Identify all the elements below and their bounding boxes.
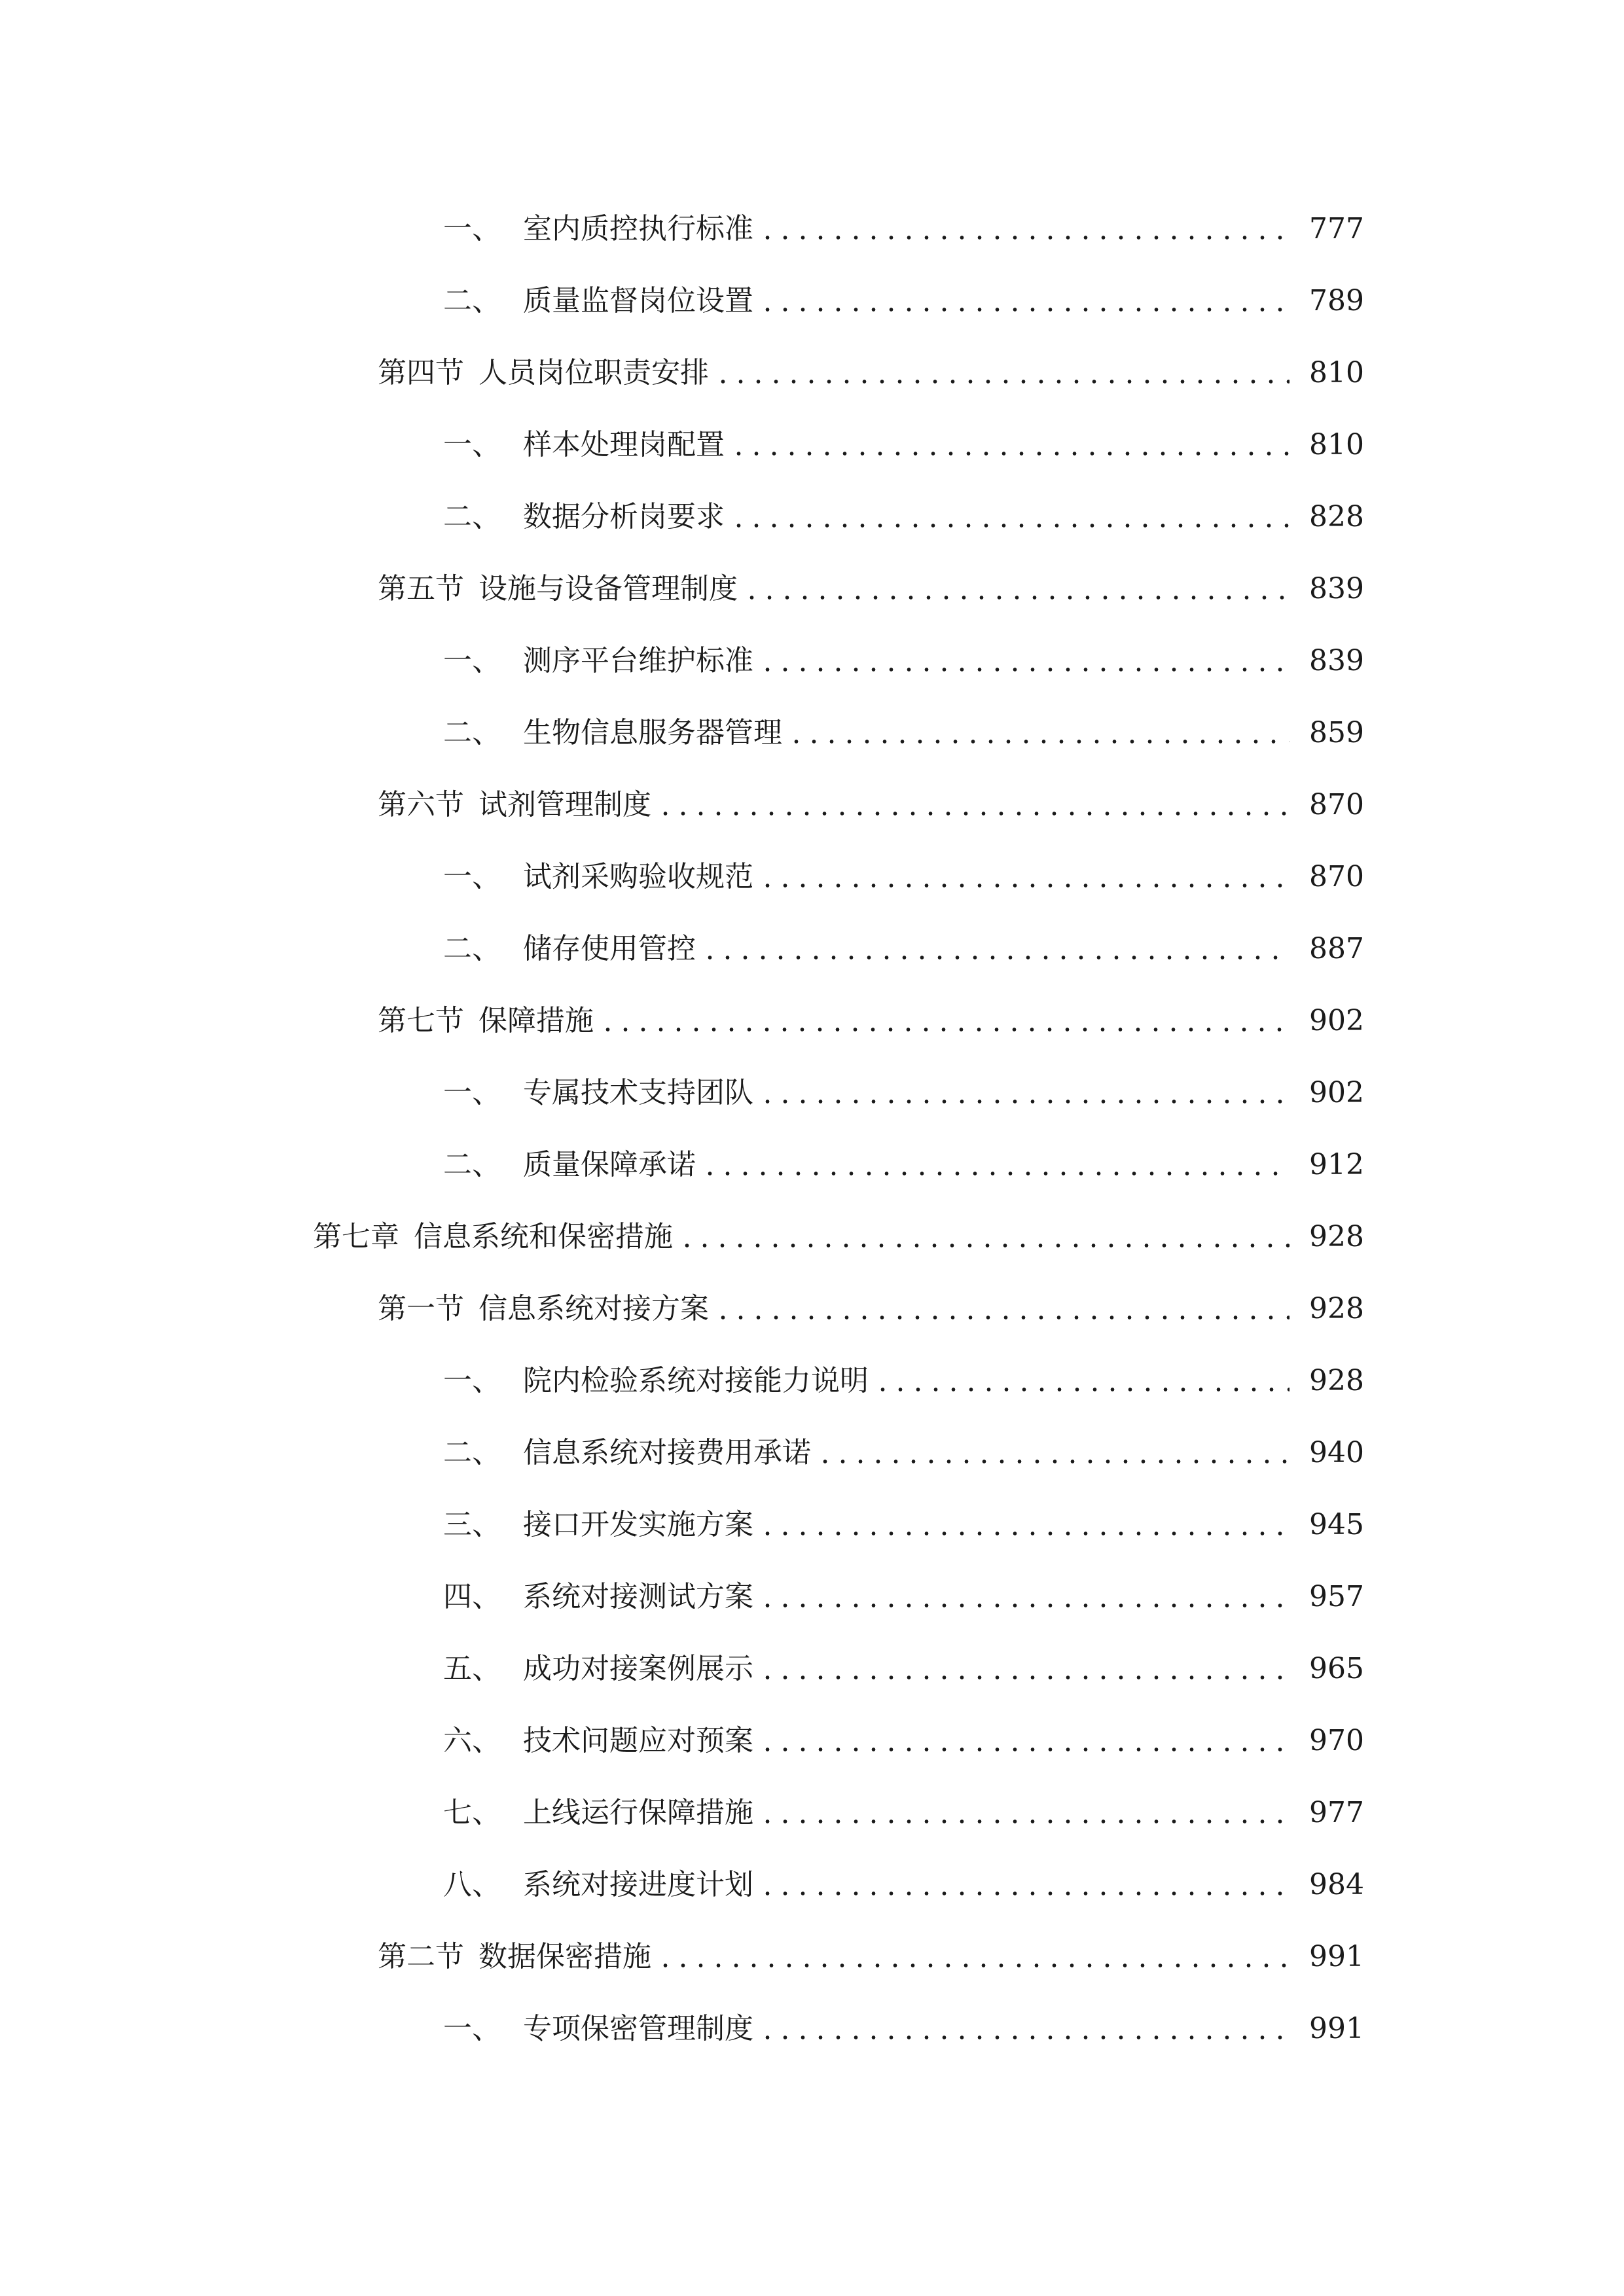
toc-entry-page: 828 — [1309, 500, 1364, 533]
toc-entry-title: 系统对接进度计划 — [523, 1868, 753, 1901]
toc-entry[interactable] — [0, 851, 1624, 903]
dot-leader — [759, 1787, 1290, 1839]
toc-entry-page: 928 — [1309, 1364, 1364, 1397]
toc-entry-number: 二、 — [443, 500, 501, 533]
toc-entry-label — [443, 1571, 753, 1623]
dot-leader — [759, 851, 1290, 903]
toc-entry-title: 测序平台维护标准 — [523, 644, 753, 677]
toc-entry-number: 第六节 — [378, 788, 464, 821]
toc-entry-title: 技术问题应对预案 — [523, 1724, 753, 1757]
toc-entry-page: 839 — [1309, 644, 1364, 677]
toc-entry-label — [443, 1067, 753, 1119]
dot-leader — [816, 1427, 1290, 1479]
toc-entry-label — [443, 1499, 753, 1551]
toc-entry-label — [313, 1211, 673, 1263]
toc-entry-title: 专属技术支持团队 — [523, 1076, 753, 1109]
dot-leader — [759, 2003, 1290, 2055]
toc-entry[interactable] — [0, 635, 1624, 687]
toc-entry-label — [378, 1931, 651, 1983]
toc-entry-title: 接口开发实施方案 — [523, 1508, 753, 1541]
toc-entry-title: 室内质控执行标准 — [523, 212, 753, 245]
toc-entry-page: 902 — [1309, 1004, 1364, 1037]
toc-entry[interactable] — [0, 2003, 1624, 2055]
toc-entry[interactable] — [0, 1643, 1624, 1695]
dot-leader — [787, 707, 1290, 759]
toc-entry-page: 887 — [1309, 932, 1364, 965]
toc-entry-title: 试剂管理制度 — [478, 788, 651, 821]
toc-entry-number: 第四节 — [378, 356, 464, 389]
dot-leader — [730, 419, 1290, 471]
toc-entry-label — [443, 851, 753, 903]
toc-entry-title: 数据保密措施 — [478, 1940, 651, 1973]
toc-entry[interactable] — [0, 1931, 1624, 1983]
toc-entry-label — [443, 1643, 753, 1695]
toc-entry-title: 数据分析岗要求 — [523, 500, 725, 533]
toc-entry-label — [443, 1859, 753, 1911]
toc-entry-label — [443, 2003, 753, 2055]
dot-leader — [657, 779, 1290, 831]
toc-entry[interactable] — [0, 779, 1624, 831]
toc-entry-label — [443, 275, 753, 327]
toc-entry-page: 991 — [1309, 2012, 1364, 2045]
toc-entry-page: 810 — [1309, 428, 1364, 461]
toc-entry-label — [443, 635, 753, 687]
toc-entry-page: 870 — [1309, 788, 1364, 821]
toc-entry-page: 940 — [1309, 1436, 1364, 1469]
toc-entry-label — [443, 419, 725, 471]
toc-entry-title: 信息系统对接方案 — [478, 1292, 709, 1325]
toc-entry-number: 第五节 — [378, 572, 464, 605]
toc-entry[interactable] — [0, 1283, 1624, 1335]
toc-entry-number: 第七章 — [313, 1220, 399, 1253]
toc-entry-number: 一、 — [443, 1364, 501, 1397]
toc-entry-number: 五、 — [443, 1652, 501, 1685]
toc-entry-page: 965 — [1309, 1652, 1364, 1685]
toc-entry-label — [443, 1139, 696, 1191]
toc-entry-title: 设施与设备管理制度 — [478, 572, 738, 605]
toc-entry-label — [443, 707, 782, 759]
dot-leader — [759, 1067, 1290, 1119]
toc-entry-number: 第二节 — [378, 1940, 464, 1973]
toc-entry[interactable] — [0, 1211, 1624, 1263]
toc-entry-page: 859 — [1309, 716, 1364, 749]
dot-leader — [743, 563, 1290, 615]
dot-leader — [678, 1211, 1290, 1263]
toc-entry-number: 一、 — [443, 644, 501, 677]
dot-leader — [759, 275, 1290, 327]
toc-entry-number: 二、 — [443, 284, 501, 317]
dot-leader — [874, 1355, 1290, 1407]
toc-entry-title: 生物信息服务器管理 — [523, 716, 782, 749]
dot-leader — [759, 203, 1290, 255]
toc-entry-number: 八、 — [443, 1868, 501, 1901]
toc-entry-page: 810 — [1309, 356, 1364, 389]
toc-entry-number: 二、 — [443, 932, 501, 965]
toc-entry-number: 第一节 — [378, 1292, 464, 1325]
toc-entry[interactable] — [0, 347, 1624, 399]
toc-entry-number: 二、 — [443, 1148, 501, 1181]
toc-entry-title: 系统对接测试方案 — [523, 1580, 753, 1613]
toc-entry-title: 成功对接案例展示 — [523, 1652, 753, 1685]
toc-entry-page: 902 — [1309, 1076, 1364, 1109]
toc-entry-title: 上线运行保障措施 — [523, 1796, 753, 1829]
toc-entry-title: 信息系统和保密措施 — [414, 1220, 673, 1253]
toc-entry-page: 912 — [1309, 1148, 1364, 1181]
toc-entry[interactable] — [0, 419, 1624, 471]
toc-entry[interactable] — [0, 923, 1624, 975]
toc-entry[interactable] — [0, 491, 1624, 543]
toc-entry[interactable] — [0, 995, 1624, 1047]
dot-leader — [714, 1283, 1290, 1335]
toc-entry-title: 储存使用管控 — [523, 932, 696, 965]
toc-entry-label — [443, 923, 696, 975]
dot-leader — [759, 1715, 1290, 1767]
toc-entry-number: 第七节 — [378, 1004, 464, 1037]
toc-entry[interactable] — [0, 1499, 1624, 1551]
toc-entry[interactable] — [0, 1571, 1624, 1623]
toc-entry-label — [378, 563, 738, 615]
dot-leader — [701, 923, 1290, 975]
toc-entry-title: 样本处理岗配置 — [523, 428, 725, 461]
toc-entry[interactable] — [0, 275, 1624, 327]
toc-entry-number: 一、 — [443, 212, 501, 245]
toc-entry-number: 一、 — [443, 428, 501, 461]
dot-leader — [599, 995, 1290, 1047]
dot-leader — [714, 347, 1290, 399]
toc-entry-number: 一、 — [443, 2012, 501, 2045]
toc-entry-page: 777 — [1309, 212, 1364, 245]
dot-leader — [730, 491, 1290, 543]
dot-leader — [759, 1859, 1290, 1911]
dot-leader — [701, 1139, 1290, 1191]
toc-entry[interactable] — [0, 563, 1624, 615]
toc-entry-title: 专项保密管理制度 — [523, 2012, 753, 2045]
toc-entry-number: 一、 — [443, 860, 501, 893]
toc-entry-title: 院内检验系统对接能力说明 — [523, 1364, 869, 1397]
toc-entry-title: 信息系统对接费用承诺 — [523, 1436, 811, 1469]
toc-entry-label — [443, 1355, 869, 1407]
toc-entry-number: 三、 — [443, 1508, 501, 1541]
toc-entry-label — [443, 203, 753, 255]
toc-entry-page: 957 — [1309, 1580, 1364, 1613]
toc-entry-title: 人员岗位职责安排 — [478, 356, 709, 389]
toc-entry-number: 四、 — [443, 1580, 501, 1613]
toc-entry-title: 质量保障承诺 — [523, 1148, 696, 1181]
toc-entry-label — [378, 995, 594, 1047]
toc-entry[interactable] — [0, 1859, 1624, 1911]
toc-entry-label — [378, 347, 709, 399]
toc-entry-number: 一、 — [443, 1076, 501, 1109]
toc-entry-page: 977 — [1309, 1796, 1364, 1829]
toc-entry-number: 二、 — [443, 716, 501, 749]
toc-entry-label — [443, 1427, 811, 1479]
toc-entry[interactable] — [0, 1355, 1624, 1407]
toc-entry-number: 六、 — [443, 1724, 501, 1757]
toc-entry-page: 970 — [1309, 1724, 1364, 1757]
toc-entry-label — [378, 1283, 709, 1335]
toc-entry[interactable] — [0, 1787, 1624, 1839]
toc-entry-number: 七、 — [443, 1796, 501, 1829]
toc-entry-page: 928 — [1309, 1220, 1364, 1253]
toc-entry-title: 质量监督岗位设置 — [523, 284, 753, 317]
toc-entry-label — [443, 491, 725, 543]
toc-entry-number: 二、 — [443, 1436, 501, 1469]
toc-entry-page: 870 — [1309, 860, 1364, 893]
toc-entry[interactable] — [0, 1139, 1624, 1191]
toc-entry-label — [443, 1715, 753, 1767]
dot-leader — [759, 1571, 1290, 1623]
dot-leader — [759, 1643, 1290, 1695]
toc-entry-title: 试剂采购验收规范 — [523, 860, 753, 893]
toc-entry-page: 928 — [1309, 1292, 1364, 1325]
toc-entry-page: 945 — [1309, 1508, 1364, 1541]
dot-leader — [657, 1931, 1290, 1983]
toc-entry-title: 保障措施 — [478, 1004, 594, 1037]
toc-entry[interactable] — [0, 1427, 1624, 1479]
toc-entry[interactable] — [0, 1715, 1624, 1767]
dot-leader — [759, 635, 1290, 687]
toc-entry-page: 839 — [1309, 572, 1364, 605]
toc-entry-page: 789 — [1309, 284, 1364, 317]
toc-entry-page: 984 — [1309, 1868, 1364, 1901]
dot-leader — [759, 1499, 1290, 1551]
toc-entry-label — [378, 779, 651, 831]
toc-entry[interactable] — [0, 203, 1624, 255]
toc-entry-page: 991 — [1309, 1940, 1364, 1973]
toc-entry[interactable] — [0, 1067, 1624, 1119]
toc-entry-label — [443, 1787, 753, 1839]
toc-entry[interactable] — [0, 707, 1624, 759]
